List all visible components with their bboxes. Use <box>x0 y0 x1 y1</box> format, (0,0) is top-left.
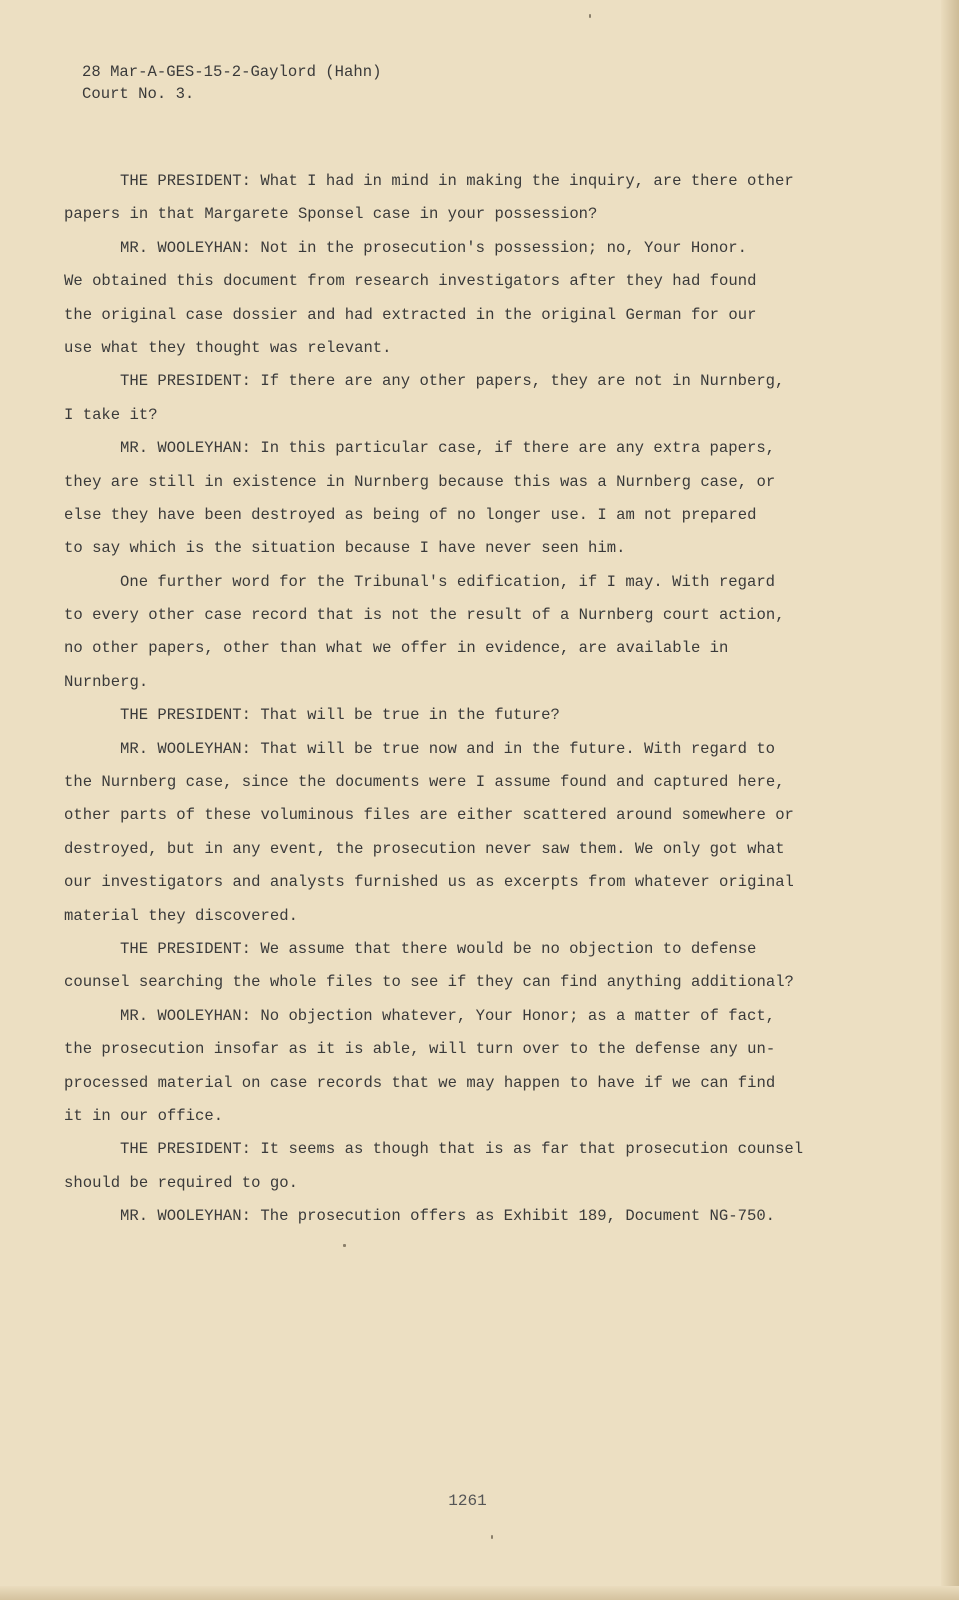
transcript-line: THE PRESIDENT: We assume that there would be no objection to defense <box>120 939 757 958</box>
transcript-line: no other papers, other than what we offer in evidence, are available in <box>64 639 729 658</box>
transcript-line: MR. WOOLEYHAN: In this particular case, if there are any extra papers, <box>120 439 776 458</box>
transcript-body <box>64 165 884 1234</box>
transcript-line: should be required to go. <box>64 1173 298 1192</box>
transcript-line: the original case dossier and had extracted in the original German for our <box>64 305 757 324</box>
transcript-line: One further word for the Tribunal's edification, if I may. With regard <box>120 572 776 591</box>
transcript-line: processed material on case records that we may happen to have if we can find <box>64 1073 776 1092</box>
transcript-line: THE PRESIDENT: What I had in mind in making the inquiry, are there other <box>120 172 794 190</box>
transcript-line: Nurnberg. <box>64 672 149 691</box>
page-edge-shadow-bottom <box>0 1586 959 1600</box>
transcript-line: MR. WOOLEYHAN: That will be true now and in the future. With regard to <box>120 739 776 758</box>
transcript-line: material they discovered. <box>64 906 298 925</box>
paper-speck <box>491 1535 493 1539</box>
page-edge-shadow-right <box>941 0 959 1600</box>
paper-speck <box>589 14 591 18</box>
transcript-line: MR. WOOLEYHAN: Not in the prosecution's possession; no, Your Honor. <box>120 238 747 257</box>
transcript-line: use what they thought was relevant. <box>64 338 392 357</box>
page-number: 1261 <box>448 1492 487 1510</box>
document-header <box>82 61 381 105</box>
paper-speck <box>343 1244 346 1247</box>
transcript-line: THE PRESIDENT: If there are any other papers, they are not in Nurnberg, <box>120 372 785 391</box>
transcript-line: We obtained this document from research investigators after they had found <box>64 272 757 291</box>
transcript-line: it in our office. <box>64 1106 224 1125</box>
transcript-line: they are still in existence in Nurnberg because this was a Nurnberg case, or <box>64 472 776 491</box>
transcript-line: the prosecution insofar as it is able, will turn over to the defense any un- <box>64 1040 776 1059</box>
transcript-line: our investigators and analysts furnished us as excerpts from whatever original <box>64 873 794 892</box>
transcript-line: to every other case record that is not the result of a Nurnberg court action, <box>64 606 785 625</box>
transcript-line: the Nurnberg case, since the documents were I assume found and captured here, <box>64 773 785 792</box>
transcript-line: MR. WOOLEYHAN: The prosecution offers as Exhibit 189, Document NG-750. <box>120 1207 776 1226</box>
document-reference: 28 Mar-A-GES-15-2-Gaylord (Hahn) <box>82 63 382 81</box>
transcript-line: counsel searching the whole files to see if they can find anything additional? <box>64 973 794 992</box>
transcript-line: destroyed, but in any event, the prosecution never saw them. We only got what <box>64 839 785 858</box>
court-number: Court No. 3. <box>82 85 195 103</box>
transcript-line: THE PRESIDENT: It seems as though that is as far that prosecution counsel <box>120 1140 804 1159</box>
transcript-line: other parts of these voluminous files are either scattered around somewhere or <box>64 806 794 825</box>
transcript-line: else they have been destroyed as being of no longer use. I am not prepared <box>64 505 757 524</box>
transcript-line: MR. WOOLEYHAN: No objection whatever, Your Honor; as a matter of fact, <box>120 1006 776 1025</box>
transcript-line: to say which is the situation because I have never seen him. <box>64 539 626 558</box>
transcript-line: THE PRESIDENT: That will be true in the future? <box>120 706 560 725</box>
transcript-line: I take it? <box>64 405 158 424</box>
transcript-line: papers in that Margarete Sponsel case in your possession? <box>64 205 598 224</box>
